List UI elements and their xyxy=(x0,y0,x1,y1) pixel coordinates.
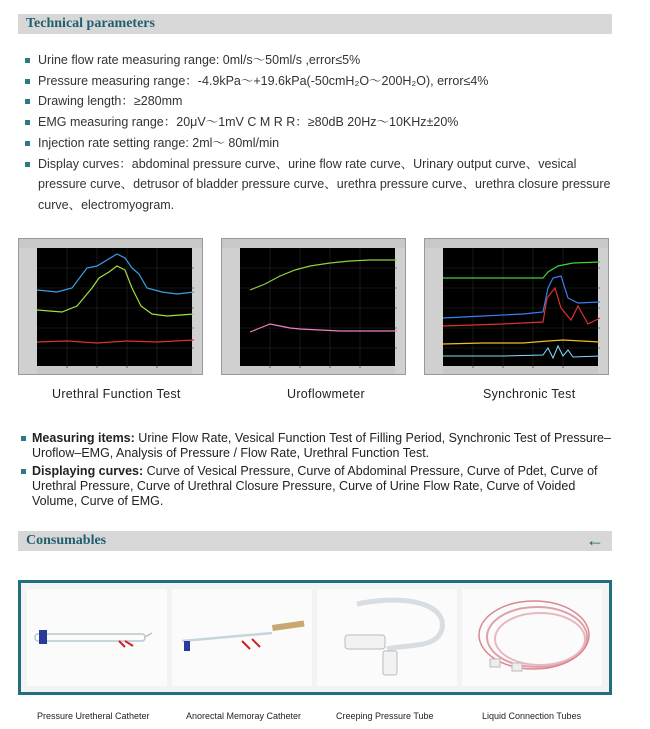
parameter-item: Pressure measuring range：-4.9kPa～+19.6kPa(-50cmH₂O～200H₂O), error≤4% xyxy=(24,71,624,92)
urethral-chart-image xyxy=(37,248,194,368)
synchronic-test-screenshot xyxy=(424,238,609,375)
parameter-item: Urine flow rate measuring range: 0ml/s～50ml/s ,error≤5% xyxy=(24,50,624,71)
displaying-curves xyxy=(20,464,620,509)
measuring-label: Measuring items: xyxy=(32,431,135,445)
anorectal-catheter-image xyxy=(172,589,312,686)
consumable-caption: Liquid Connection Tubes xyxy=(482,711,582,721)
items-section xyxy=(20,431,620,512)
measuring-text: Urine Flow Rate, Vesical Function Test of Filling Period, Synchronic Test of Pressure–Uroflow–EMG, Analysis of Pressure / Flow Rate, Urethral Function Test. xyxy=(32,431,611,460)
consumables-gallery xyxy=(18,580,612,695)
liquid-connection-tubes-image xyxy=(462,589,602,686)
parameters-list xyxy=(24,50,624,216)
screen-caption: Synchronic Test xyxy=(483,387,576,401)
synchronic-chart-image xyxy=(443,248,600,368)
parameter-item: EMG measuring range：20μV～1mV C M R R：≥80dB 20Hz～10KHz±20% xyxy=(24,112,624,133)
displaying-label: Displaying curves: xyxy=(32,464,144,478)
screen-caption: Urethral Function Test xyxy=(52,387,181,401)
consumables-header xyxy=(18,531,612,551)
uroflow-chart-image xyxy=(240,248,397,368)
parameter-item: Injection rate setting range: 2ml～ 80ml/min xyxy=(24,133,624,154)
displaying-text: Curve of Vesical Pressure, Curve of Abdominal Pressure, Curve of Pdet, Curve of Urethral Pressure, Curve of Urethral Closure Pressure, Curve of Urine Flow Rate, Curve of Voided Volume, Curve of EMG. xyxy=(32,464,598,508)
consumable-caption: Pressure Uretheral Catheter xyxy=(37,711,150,721)
technical-parameters-header xyxy=(18,14,612,34)
parameter-item: Display curves：abdominal pressure curve、urine flow rate curve、Urinary output curve、vesical pressure curve、detrusor of bladder pressure curve、urethra pressure curve、urethra closure pressure curve、electromyogram. xyxy=(24,154,624,216)
uroflowmeter-screenshot xyxy=(221,238,406,375)
urethral-function-test-screenshot xyxy=(18,238,203,375)
section-title: Consumables xyxy=(26,533,107,548)
pressure-urethral-catheter-image xyxy=(27,589,167,686)
measuring-items xyxy=(20,431,620,461)
consumable-caption: Creeping Pressure Tube xyxy=(336,711,434,721)
parameter-item: Drawing length：≥280mm xyxy=(24,91,624,112)
screen-caption: Uroflowmeter xyxy=(287,387,365,401)
creeping-pressure-tube-image xyxy=(317,589,457,686)
section-title: Technical parameters xyxy=(26,16,155,31)
arrow-left-icon[interactable]: ← xyxy=(586,530,604,550)
consumable-caption: Anorectal Memoray Catheter xyxy=(186,711,302,721)
